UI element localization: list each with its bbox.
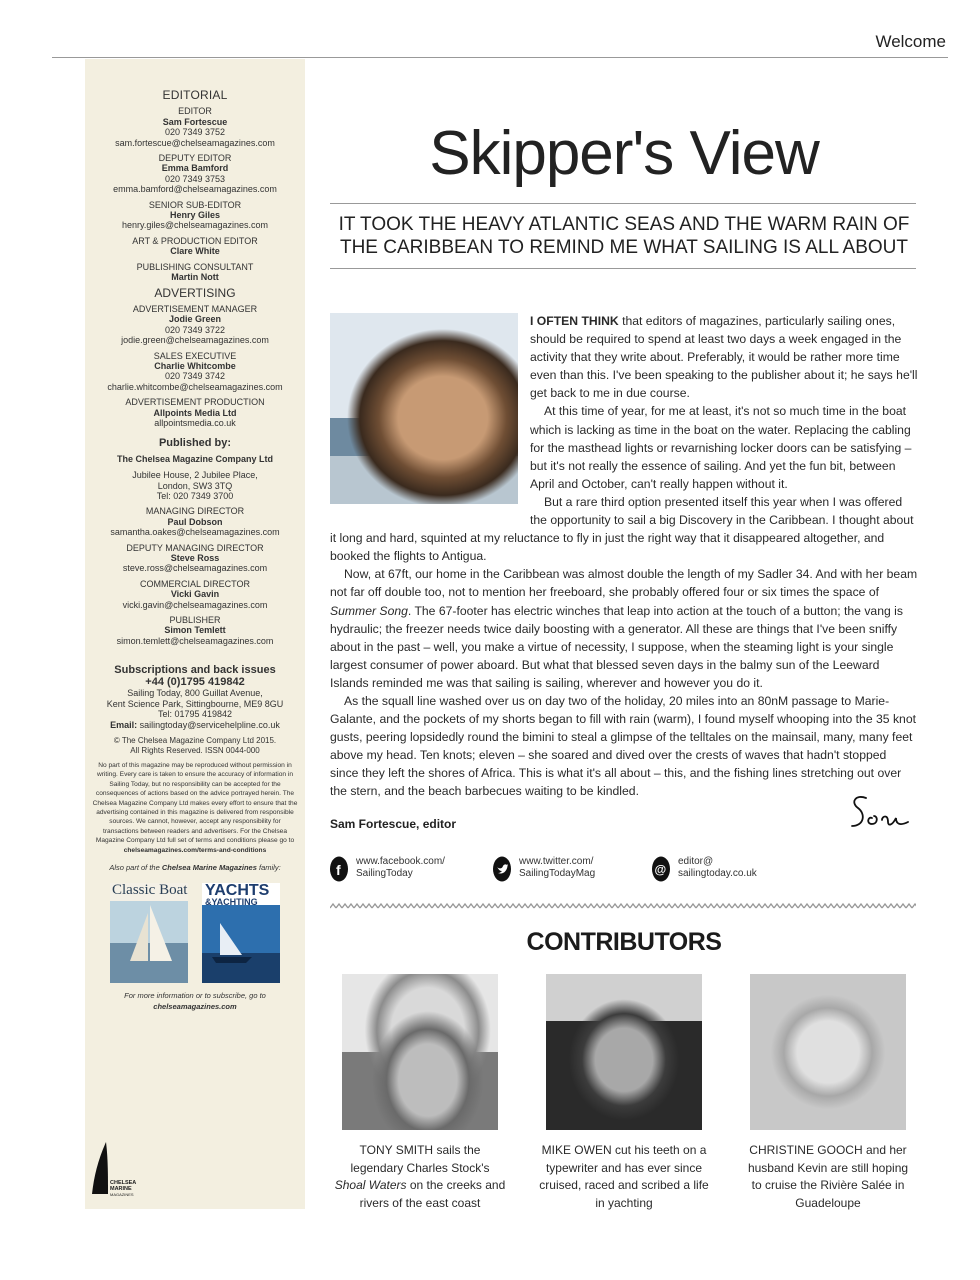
staff-email[interactable]: vicki.gavin@chelseamagazines.com [122,599,268,610]
logo-wordmark [110,1180,136,1198]
more-info-link[interactable]: chelseamagazines.com [153,1001,237,1011]
paragraph: At this time of year, for me at least, it's not so much time in the boat which is lacking as time in the boat on the water. Replacing the cabling for the masthead lights or revarnishing locker doors can be satisfying – but it's not really the essence of sailing. And yet the fun bit, between April and October, can't really happen without it. [530,404,912,491]
copyright-line: © The Chelsea Magazine Company Ltd 2015. [113,735,277,745]
staff-email[interactable]: simon.temlett@chelseamagazines.com [116,635,274,646]
subscriptions-heading [85,664,305,688]
signature-icon [848,792,918,834]
editorial-heading: EDITORIAL [162,88,228,102]
masthead-sidebar [85,59,305,1209]
staff-email[interactable]: emma.bamford@chelseamagazines.com [113,184,277,195]
address-line: Sailing Today, 800 Guillat Avenue, [127,688,263,699]
staff-entry [85,236,305,257]
staff-entry [85,304,305,346]
staff-entry [85,615,305,646]
social-line: SailingToday [356,868,413,879]
publisher-address [85,470,305,501]
social-line: www.facebook.com/ [356,856,445,867]
staff-name: Paul Dobson [167,516,223,527]
subscriptions-email[interactable]: sailingtoday@servicehelpline.co.uk [139,719,280,730]
staff-name: Jodie Green [168,314,222,325]
family-post: family: [256,862,281,872]
svg-text:@: @ [654,862,667,877]
contributor-photo [750,974,906,1130]
contributor-name: CHRISTINE GOOCH [749,1143,863,1157]
staff-role: DEPUTY MANAGING DIRECTOR [126,542,264,553]
standfirst-rule [330,268,916,269]
cover-title-line: YACHTS [205,883,270,900]
logo-line: MARINE [110,1186,132,1192]
copyright-line: All Rights Reserved. ISSN 0044-000 [130,745,260,755]
address-line: London, SW3 3TQ [157,480,233,491]
contributors-heading: CONTRIBUTORS [526,928,722,956]
boat-name: Summer Song [330,603,408,618]
contributor-photo [546,974,702,1130]
logo-line: MAGAZINES [110,1192,134,1197]
legal-notice [85,761,305,855]
staff-entry [85,397,305,428]
subscriptions-title: Subscriptions and back issues [114,664,276,677]
social-twitter[interactable] [493,856,595,882]
staff-role: EDITOR [178,106,212,117]
top-rule [52,57,948,58]
staff-role: ADVERTISEMENT MANAGER [132,303,258,314]
staff-phone: 020 7349 3752 [164,127,226,138]
facebook-icon [330,856,348,882]
address-line: Jubilee House, 2 Jubilee Place, [132,470,258,481]
staff-name: Martin Nott [171,272,219,283]
bio-text: cut his teeth on a typewriter and has ever since cruised, raced and scribed a life in yachting [539,1143,709,1210]
address-line: Tel: 020 7349 3700 [156,491,234,501]
staff-phone: 020 7349 3742 [164,371,226,382]
contributor-name: TONY SMITH [359,1143,434,1157]
staff-name: Steve Ross [170,553,220,564]
contributor-bio [538,1142,710,1212]
staff-role: PUBLISHER [169,615,221,626]
cover-title: Classic Boat [112,883,188,899]
subscriptions-tel: Tel: 01795 419842 [157,709,233,720]
staff-email[interactable]: steve.ross@chelseamagazines.com [122,563,268,574]
staff-role: DEPUTY EDITOR [158,153,232,164]
yachts-yachting-cover[interactable] [202,883,280,983]
article-body [330,312,918,801]
email-icon [652,856,670,882]
sail-image-icon [110,883,188,983]
more-info [85,991,305,1012]
zigzag-divider [330,902,916,910]
classic-boat-cover[interactable] [110,883,188,983]
staff-email[interactable]: charlie.whitcombe@chelseamagazines.com [107,381,283,392]
section-label: Welcome [875,32,946,51]
bio-text: sails the legendary Charles Stock's [350,1143,490,1175]
staff-email[interactable]: jodie.green@chelseamagazines.com [121,335,269,346]
standfirst: IT TOOK THE HEAVY ATLANTIC SEAS AND THE WARM RAIN OF THE CARIBBEAN TO REMIND ME WHAT SAILING IS ALL ABOUT [338,214,910,258]
logo-line: CHELSEA [110,1180,137,1186]
staff-entry [85,579,305,610]
svg-text:f: f [336,862,341,878]
lead-in: I OFTEN THINK [530,314,619,328]
bio-text: on the creeks and rivers of the east coast [359,1178,506,1210]
staff-name: Charlie Whitcombe [154,360,236,371]
legal-text: No part of this magazine may be reproduced without permission in writing. Every care is taken to ensure the accuracy of information in Sailing Today, but no responsibility can be accepted for the consequences of actions based on the advice portrayed herein. The Chelsea Magazine Company Ltd makes every effort to ensure that the advertising contained in this magazine is delivered from responsible sources. We cannot, however, accept any responsibility for transactions between readers and advertisers. For the Chelsea Magazine Company Ltd full set of terms and conditions please go to [92,761,298,845]
byline: Sam Fortescue, editor [330,817,457,831]
staff-entry [85,200,305,231]
staff-role: PUBLISHING CONSULTANT [136,261,254,272]
copyright [85,736,305,756]
staff-entry [85,106,305,148]
staff-phone: 020 7349 3753 [164,173,226,184]
social-facebook[interactable] [330,856,445,882]
paragraph-text: . The 67-footer has electric winches that leap into action at the touch of a button; the vang is hydraulic; the freezer needs twice daily boosting with a generator. All these are things that I've been sniffy about in the past – well, you make a virtue of necessity, I suppose, when the steaming light is your single largest consumer of power aboard. But what that blessed seven days in the balmy sun of the Leeward Islands reminded me was that sailing is sailing, wherever and however you do it. [330,603,903,690]
paragraph-text: that editors of magazines, particularly sailing ones, should be required to spend at least two days a week engaged in the activity that they write about. Preferably, it would be rather more time even than this. I've been speaking to the publisher about it; he says he'll get back to me in due course. [530,314,918,401]
staff-name: Simon Temlett [164,625,226,636]
contributor-bio [334,1142,506,1212]
social-line: sailingtoday.co.uk [678,868,757,879]
staff-entry [85,262,305,283]
contributor-card [539,974,709,1210]
staff-entry [85,543,305,574]
staff-role: ART & PRODUCTION EDITOR [132,235,258,246]
contributor-name: MIKE OWEN [541,1143,612,1157]
staff-name: Emma Bamford [161,163,229,174]
racing-yacht-image-icon [202,883,280,983]
paragraph [330,565,918,692]
staff-entry [85,153,305,195]
staff-role: SALES EXECUTIVE [153,350,237,361]
social-line: editor@ [678,856,714,867]
staff-role: SENIOR SUB-EDITOR [148,199,242,210]
staff-name: Henry Giles [169,210,221,221]
contributor-card [747,974,909,1210]
staff-name: Allpoints Media Ltd [153,407,237,418]
staff-email[interactable]: samantha.oakes@chelseamagazines.com [110,527,280,538]
subscriptions-details [85,688,305,730]
staff-email[interactable]: sam.fortescue@chelseamagazines.com [115,137,275,148]
staff-name: Vicki Gavin [170,589,220,600]
staff-role: ADVERTISEMENT PRODUCTION [125,397,265,408]
social-email[interactable] [652,856,757,882]
social-text [356,856,445,880]
staff-entry [85,506,305,537]
advertising-heading: ADVERTISING [154,285,236,300]
subscriptions-phone: +44 (0)1795 419842 [145,676,245,689]
social-line: www.twitter.com/ [519,856,594,867]
title-rule [330,203,916,204]
terms-link[interactable]: chelseamagazines.com/terms-and-conditions [123,846,267,854]
staff-role: COMMERCIAL DIRECTOR [139,578,250,589]
contributor-card [334,974,506,1210]
published-by-heading: Published by: [158,437,232,450]
staff-entry [85,351,305,393]
family-pre: Also part of the [109,862,162,872]
staff-role: MANAGING DIRECTOR [145,506,245,517]
cover-title-line: &YACHTING [205,897,258,908]
contributor-bio [742,1142,914,1212]
family-note [85,863,305,873]
paragraph: But a rare third option presented itself this year when I was offered the opportunity to sail a big Discovery in the Caribbean. I thought about it long and hard, squinted at my reluctance to fly in just the right way that it disappeared altogether, and booked the flights to Antigua. [330,494,914,564]
email-label: Email: [110,719,138,730]
contributor-photo [342,974,498,1130]
more-info-text: For more information or to subscribe, go to [124,991,266,1001]
staff-phone: 020 7349 3722 [164,324,226,335]
paragraph: As the squall line washed over us on day two of the holiday, 20 miles into an 80nM passage to Marie-Galante, and the pockets of my shorts began to fill with rain (warm), I found myself whooping into the 35 knot gusts, peering lopsidedly round the bimini to steal a glimpse of the telltales on the mainsail, many, many feet above my head. Ten knots; eleven – she soared and dived over the crests of waves that hadn't stopped since they left the shores of Africa. This is what it's all about – this, and the fishing lines stretching out over the stern, and the beach barbecues waiting to be kindled. [330,693,916,799]
social-text [678,856,757,880]
page-title: Skipper's View [429,119,819,188]
bio-italic: Shoal Waters [334,1178,407,1192]
publisher-company: The Chelsea Magazine Company Ltd [116,453,274,464]
staff-name: Clare White [170,246,220,257]
paragraph-text: Now, at 67ft, our home in the Caribbean was almost double the length of my Sadler 34. And with her beam not far off double too, not to mention her freeboard, she probably offered four or six times the space of [330,567,918,600]
magazine-covers [85,883,305,983]
family-name: Chelsea Marine Magazines [161,862,257,872]
portrait-spacer [330,312,530,522]
staff-website[interactable]: allpointsmedia.co.uk [154,417,236,428]
staff-name: Sam Fortescue [162,116,228,127]
address-line: Kent Science Park, Sittingbourne, ME9 8GU [106,698,284,709]
subscriptions-email-line [85,720,305,730]
social-text [519,856,595,880]
twitter-icon [493,856,511,882]
staff-email[interactable]: henry.giles@chelseamagazines.com [121,220,269,231]
bio-text: and her husband Kevin are still hoping to cruise the Rivière Salée in Guadeloupe [747,1143,909,1210]
social-line: SailingTodayMag [519,868,596,879]
